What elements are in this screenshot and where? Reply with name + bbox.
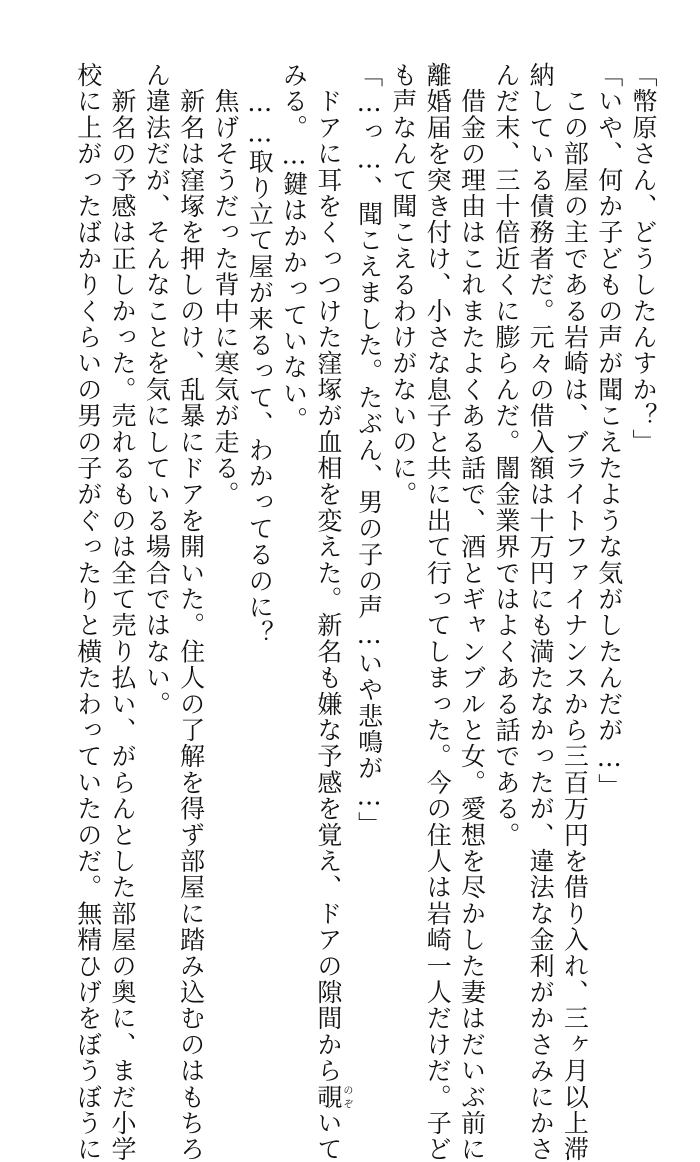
text-line: ん違法だが、そんなことを気にしている場合ではない。 xyxy=(142,62,172,717)
text-line: んだ末、三十倍近くに膨らんだ。闇金業界ではよくある話である。 xyxy=(491,62,521,848)
text-line: 「幣原さん、どうしたんすか？」 xyxy=(629,62,658,455)
text-line: ……取り立て屋が来るって、わかってるのに？ xyxy=(245,62,275,647)
text-line: 納している債務者だ。元々の借入額は十万円にも満たなかったが、違法な金利がかさみにかさ xyxy=(526,62,556,1162)
text-line: 離婚届を突き付け、小さな息子と共に出て行ってしまった。今の住人は岩崎一人だけだ。子ど xyxy=(423,62,453,1162)
vertical-text-block xyxy=(70,62,660,1162)
ruby-annotation xyxy=(313,1083,352,1111)
text-line: この部屋の主である岩崎は、ブライトファイナンスから三百万円を借り入れ、三ヶ月以上滞 xyxy=(560,62,590,1162)
text-line: 新名の予感は正しかった。売れるものは全て売り払い、がらんとした部屋の奥に、まだ小学 xyxy=(108,62,138,1162)
text-segment: いて xyxy=(313,1110,343,1162)
ruby-reading: のぞ xyxy=(340,1083,352,1111)
text-line: 焦げそうだった背中に寒気が走る。 xyxy=(210,62,240,508)
text-line: 校に上がったばかりくらいの男の子がぐったりと横たわっていたのだ。無精ひげをぼうぼうに xyxy=(73,62,103,1162)
text-line: 借金の理由はこれまたよくある話で、酒とギャンブルと女。愛想を尽かした妻はだいぶ前に xyxy=(457,62,487,1162)
text-line-with-ruby xyxy=(311,62,352,1162)
text-line: 「…っ…、聞こえました。たぶん、男の子の声…いや悲鳴が…」 xyxy=(354,62,384,838)
text-line: みる。…鍵はかかっていない。 xyxy=(279,62,309,433)
text-line: も声なんて聞こえるわけがないのに。 xyxy=(388,62,418,508)
text-line: 新名は窪塚を押しのけ、乱暴にドアを開いた。住人の了解を得ず部屋に踏み込むのはもちろ xyxy=(176,62,206,1162)
text-line: 「いや、何か子どもの声が聞こえたような気がしたんだが…」 xyxy=(594,62,624,800)
ruby-base: 覗 xyxy=(313,1083,343,1111)
text-segment: ドアに耳をくっつけた窪塚が血相を変えた。新名も嫌な予感を覚え、ドアの隙間から xyxy=(313,62,343,1084)
